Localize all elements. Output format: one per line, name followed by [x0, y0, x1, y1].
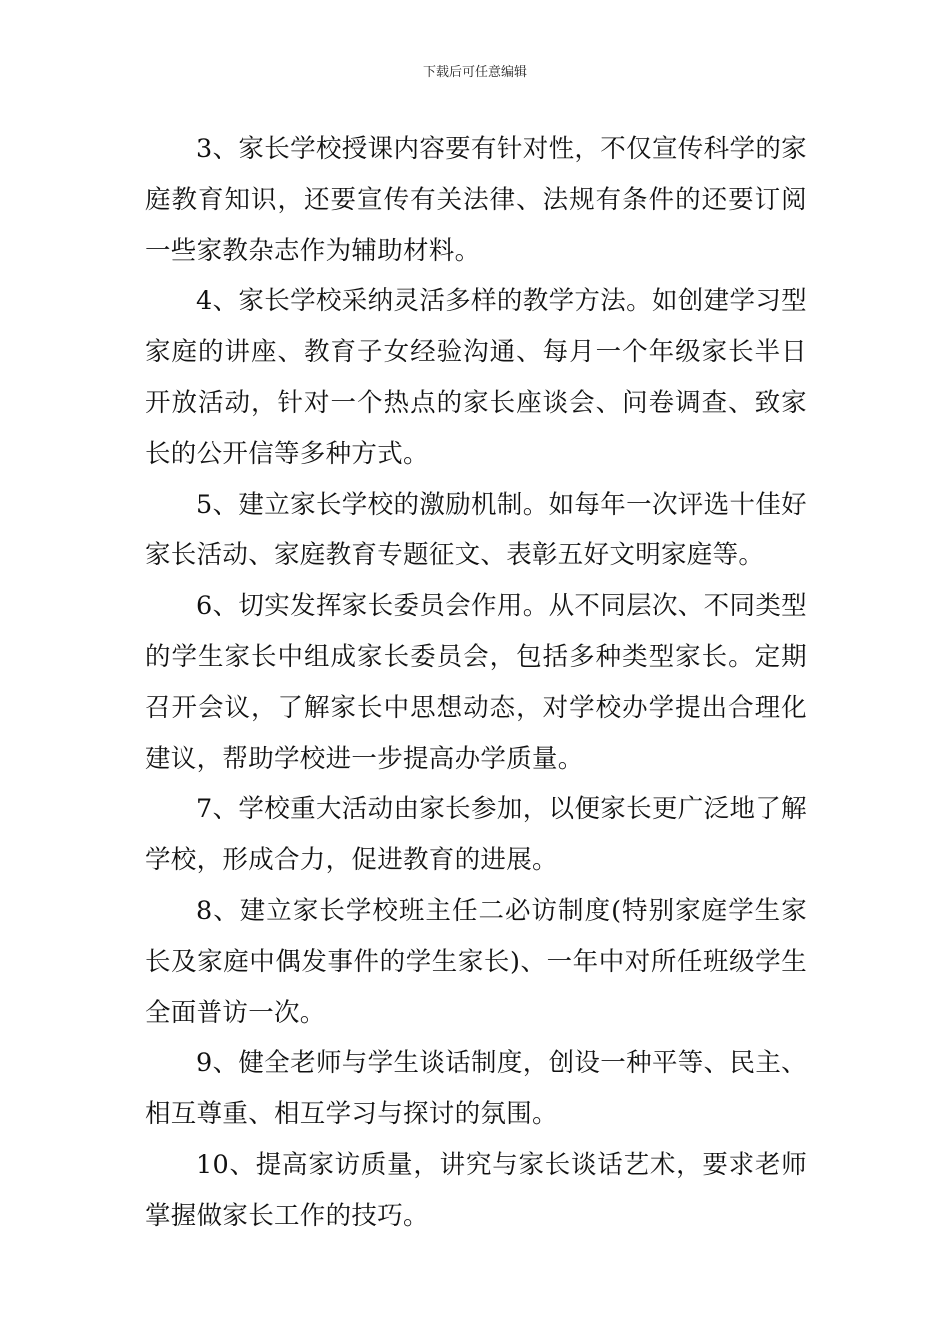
paragraph-item-4: 4、家长学校采纳灵活多样的教学方法。如创建学习型家庭的讲座、教育子女经验沟通、每月一个年级家长半日开放活动，针对一个热点的家长座谈会、问卷调查、致家长的公开信等多种方式。: [145, 286, 807, 469]
paragraph-item-7: 7、学校重大活动由家长参加，以便家长更广泛地了解学校，形成合力，促进教育的进展。: [145, 794, 807, 876]
page-header: 下载后可任意编辑: [422, 65, 527, 80]
paragraph-item-3: 3、家长学校授课内容要有针对性，不仅宣传科学的家庭教育知识，还要宣传有关法律、法规有条件的还要订阅一些家教杂志作为辅助材料。: [145, 134, 807, 266]
paragraph-item-8: 8、建立家长学校班主任二必访制度(特别家庭学生家长及家庭中偶发事件的学生家长)、一年中对所任班级学生全面普访一次。: [145, 895, 807, 1028]
paragraph-item-10: 10、提高家访质量，讲究与家长谈话艺术，要求老师掌握做家长工作的技巧。: [145, 1149, 807, 1231]
paragraph-item-9: 9、健全老师与学生谈话制度，创设一种平等、民主、相互尊重、相互学习与探讨的氛围。: [145, 1048, 807, 1130]
document-body: [145, 124, 807, 1242]
paragraph-item-6: 6、切实发挥家长委员会作用。从不同层次、不同类型的学生家长中组成家长委员会，包括多种类型家长。定期召开会议，了解家长中思想动态，对学校办学提出合理化建议，帮助学校进一步提高办学质量。: [145, 591, 807, 774]
paragraph-item-5: 5、建立家长学校的激励机制。如每年一次评选十佳好家长活动、家庭教育专题征文、表彰五好文明家庭等。: [145, 489, 807, 571]
